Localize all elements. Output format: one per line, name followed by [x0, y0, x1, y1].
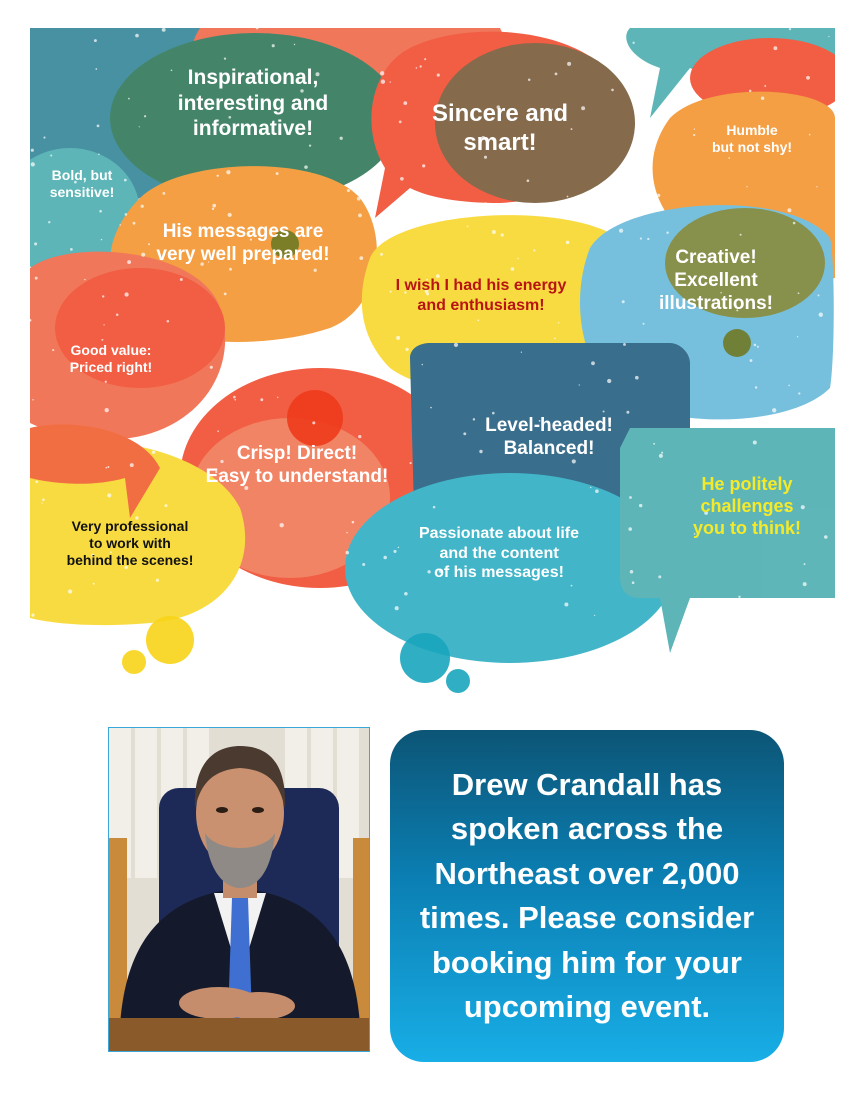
speckle	[35, 480, 38, 483]
speckle	[400, 177, 404, 181]
speckle	[130, 463, 134, 467]
speckle	[107, 466, 109, 468]
testimonial-line: Creative!	[675, 247, 757, 268]
speckle	[97, 125, 100, 128]
speckle	[750, 359, 753, 362]
speckle	[277, 397, 278, 398]
speckle	[749, 90, 752, 93]
speckle	[48, 221, 50, 223]
speckle	[362, 563, 365, 566]
speckle	[381, 80, 385, 84]
speckle	[358, 213, 362, 217]
testimonial-line: illustrations!	[658, 293, 774, 315]
speckle	[31, 614, 34, 617]
speckle	[647, 238, 649, 240]
speckle	[309, 144, 311, 146]
speckle	[603, 410, 605, 412]
speckle	[754, 344, 757, 347]
speckle	[591, 361, 595, 365]
trail-bubble-teal-1	[400, 633, 450, 683]
speckle	[819, 313, 823, 317]
speckle	[416, 67, 418, 69]
speckle	[618, 186, 622, 190]
trail-bubble-yellow-1	[146, 616, 194, 664]
speckle	[404, 592, 408, 596]
speckle	[637, 152, 639, 154]
speckle	[630, 570, 634, 574]
speckle	[358, 435, 361, 438]
speckle	[452, 216, 453, 217]
speckle	[148, 243, 150, 245]
speckle	[420, 195, 421, 196]
speckle	[773, 46, 777, 50]
speckle	[217, 175, 219, 177]
speckle	[657, 194, 660, 197]
speckle	[798, 392, 800, 394]
speckle	[346, 551, 350, 555]
testimonial-line: you to think!	[693, 517, 801, 538]
speckle	[135, 34, 139, 38]
speckle	[280, 523, 284, 527]
speckle	[467, 225, 469, 227]
speckle	[224, 57, 226, 59]
speckle	[403, 101, 407, 105]
speckle	[571, 128, 573, 130]
speckle	[99, 210, 102, 213]
speckle	[380, 253, 383, 256]
testimonial-line: very well prepared!	[156, 244, 330, 266]
speckle	[806, 76, 810, 80]
speckle	[619, 229, 623, 233]
speckle	[437, 74, 440, 77]
speckle	[212, 204, 216, 208]
speckle	[579, 384, 580, 385]
speckle	[803, 582, 807, 586]
speckle	[124, 179, 127, 182]
speckle	[156, 579, 159, 582]
speckle	[399, 121, 402, 124]
promo-text	[407, 763, 767, 1030]
speckle	[101, 239, 102, 240]
speckle	[116, 314, 119, 317]
speckle	[95, 68, 97, 70]
testimonial-line: He politely	[701, 474, 793, 494]
speckle	[571, 585, 573, 587]
speckle	[609, 219, 610, 220]
speckle	[31, 149, 34, 152]
speckle	[566, 241, 570, 245]
speckle	[772, 408, 776, 412]
testimonial-line: of his messages!	[434, 564, 564, 582]
speckle	[107, 493, 111, 497]
speckle	[105, 467, 107, 469]
testimonial-line: Humble	[726, 122, 778, 138]
testimonial-line: I wish I had his energy	[395, 277, 567, 294]
speckle	[433, 506, 436, 509]
speckle	[272, 44, 275, 47]
speckle	[210, 366, 213, 369]
speckle	[639, 504, 642, 507]
testimonial-line: Excellent	[674, 270, 758, 292]
speckle	[738, 596, 740, 598]
testimonial-line: Balanced!	[503, 438, 595, 460]
speckle	[70, 248, 73, 251]
speckle	[103, 324, 104, 325]
speckle	[68, 589, 72, 593]
speckle	[297, 360, 300, 363]
speckle	[217, 430, 219, 432]
speckle	[102, 295, 104, 297]
speckle	[346, 532, 348, 534]
speckle	[180, 278, 183, 281]
speaker-photo	[108, 727, 370, 1052]
speckle	[141, 253, 145, 257]
speckle	[479, 450, 482, 453]
speckle	[420, 65, 422, 67]
speckle	[42, 498, 45, 501]
testimonial-bold	[50, 167, 115, 201]
speckle	[34, 242, 37, 245]
testimonial-line: Priced right!	[69, 359, 153, 376]
speckle	[105, 381, 107, 383]
speckle	[361, 325, 364, 328]
speckle	[590, 487, 591, 488]
testimonial-professional	[67, 518, 194, 569]
speckle	[163, 192, 166, 195]
speckle	[405, 348, 408, 351]
speckle	[635, 376, 639, 380]
speckle	[527, 179, 530, 182]
testimonial-line: Good value:	[70, 342, 152, 358]
speckle	[98, 153, 100, 155]
speckle	[761, 97, 764, 100]
speckle	[787, 208, 791, 212]
speckle	[634, 67, 636, 69]
speckle	[554, 338, 556, 340]
speckle	[798, 292, 800, 294]
speckle	[463, 432, 466, 435]
speckle	[694, 129, 695, 130]
speckle	[380, 71, 384, 75]
speckle	[740, 234, 742, 236]
speckle	[659, 622, 661, 624]
speckle	[595, 489, 599, 493]
speckle	[501, 233, 504, 236]
speckle	[50, 154, 52, 156]
speckle	[398, 547, 400, 549]
speckle	[746, 186, 747, 187]
speckle	[395, 606, 399, 610]
speckle	[422, 164, 425, 167]
speckle	[167, 320, 170, 323]
speckle	[31, 162, 35, 166]
speckle	[632, 42, 634, 44]
testimonial-line: and enthusiasm!	[417, 296, 545, 314]
testimonial-value	[70, 342, 152, 376]
speckle	[294, 44, 295, 45]
promo-line: spoken across the	[450, 811, 724, 846]
speckle	[164, 504, 167, 507]
speckle	[276, 172, 279, 175]
speckle	[383, 556, 387, 560]
speckle	[528, 79, 531, 82]
testimonial-passionate	[419, 524, 579, 583]
testimonial-line: Crisp! Direct!	[236, 443, 358, 464]
speckle	[93, 583, 95, 585]
speaker-portrait-illustration	[109, 728, 370, 1052]
speckle	[801, 505, 805, 509]
speckle	[622, 300, 625, 303]
trail-bubble-olive-2	[723, 329, 751, 357]
testimonial-line: Passionate about life	[418, 525, 580, 542]
speckle	[390, 291, 392, 293]
speckle	[141, 205, 144, 208]
speckle	[659, 454, 663, 458]
testimonial-line: informative!	[192, 117, 314, 141]
speckle	[666, 231, 668, 233]
speckle	[789, 28, 791, 30]
speckle	[797, 336, 798, 337]
speckle	[757, 346, 759, 348]
speckle	[312, 421, 315, 424]
speckle	[809, 134, 811, 136]
testimonial-humble	[712, 122, 792, 156]
speckle	[124, 292, 128, 296]
speckle	[125, 213, 128, 216]
trail-bubble-teal-2	[446, 669, 470, 693]
speckle	[357, 197, 361, 201]
speckle	[171, 69, 173, 71]
testimonial-creative	[659, 246, 773, 316]
speckle	[260, 398, 263, 401]
speckle	[309, 340, 311, 342]
speckle	[653, 443, 655, 445]
speckle	[84, 279, 86, 281]
speckle	[228, 213, 232, 217]
speckle	[105, 408, 109, 412]
speckle	[828, 36, 829, 37]
speckle	[359, 256, 363, 260]
speckle	[485, 202, 487, 204]
speckle	[755, 386, 757, 388]
speckle	[101, 339, 103, 341]
testimonial-line: sensitive!	[49, 184, 115, 201]
speckle	[226, 170, 230, 174]
speckle	[224, 292, 227, 295]
speckle	[567, 196, 569, 198]
speckle	[314, 269, 317, 272]
speckle	[43, 137, 45, 139]
testimonial-line: interesting and	[177, 91, 329, 115]
speckle	[454, 343, 458, 347]
speckle	[623, 343, 626, 346]
promo-line: booking him for your	[432, 944, 742, 980]
testimonial-line: Bold, but	[51, 167, 113, 183]
testimonial-line: but not shy!	[711, 139, 793, 156]
speckle	[212, 208, 214, 210]
speckle	[607, 379, 611, 383]
speckle	[824, 535, 828, 539]
speckle	[511, 267, 515, 271]
speckle	[127, 260, 131, 264]
speckle	[643, 323, 645, 325]
promo-box	[390, 730, 784, 1062]
testimonial-line: Sincere and	[431, 100, 569, 127]
testimonial-line: to work with	[89, 535, 171, 552]
testimonial-line: Very professional	[71, 518, 189, 534]
testimonial-polite	[693, 474, 801, 540]
speckle	[558, 322, 560, 324]
speckle	[820, 407, 824, 411]
speckle	[634, 84, 636, 86]
speckle	[304, 165, 308, 169]
speckle	[818, 294, 820, 296]
speckle	[629, 496, 632, 499]
speckle	[52, 349, 54, 351]
speckle	[404, 201, 408, 205]
testimonial-line: and the content	[439, 544, 559, 562]
speckle	[724, 420, 725, 421]
speckle	[626, 411, 629, 414]
speckle	[128, 98, 130, 100]
speckle	[564, 603, 568, 607]
speckle	[567, 62, 571, 66]
speckle	[816, 186, 817, 187]
speckle	[42, 502, 43, 503]
testimonial-energy	[396, 276, 567, 315]
speckle	[611, 89, 614, 92]
testimonial-prepared	[156, 220, 329, 266]
testimonial-line: Inspirational,	[187, 66, 319, 89]
speckle	[229, 268, 232, 271]
speckle	[669, 108, 671, 110]
promo-line: times. Please consider	[419, 900, 755, 935]
testimonial-crisp	[206, 442, 389, 488]
speckle	[581, 106, 585, 110]
speckle	[430, 407, 432, 409]
speckle	[152, 450, 155, 453]
speckle	[628, 527, 632, 531]
speckle	[347, 189, 350, 192]
speckle	[594, 615, 595, 616]
speckle	[340, 137, 343, 140]
promo-line: Northeast over 2,000	[434, 855, 740, 891]
speckle	[424, 58, 426, 60]
speckle	[396, 336, 400, 340]
testimonial-line: Level-headed!	[485, 415, 613, 436]
speckle	[728, 157, 730, 159]
speckle	[517, 258, 518, 259]
speckle	[640, 238, 642, 240]
promo-line: Drew Crandall has	[451, 766, 723, 802]
bubble-teal-polite	[620, 428, 835, 653]
promo-line: upcoming event.	[463, 989, 711, 1024]
speckle	[390, 81, 391, 82]
trail-bubble-yellow-2	[122, 650, 146, 674]
speckle	[234, 399, 236, 401]
speckle	[139, 126, 140, 127]
speckle	[658, 575, 661, 578]
testimonial-line: His messages are	[162, 221, 324, 242]
testimonial-level	[485, 414, 613, 460]
speckle	[701, 599, 704, 602]
speckle	[35, 277, 38, 280]
speckle	[352, 521, 355, 524]
speckle	[133, 222, 136, 225]
testimonial-sincere	[432, 99, 568, 158]
speckle	[473, 418, 475, 420]
speckle	[306, 613, 310, 617]
speckle	[393, 550, 396, 553]
speckle	[788, 385, 790, 387]
speckle	[477, 320, 479, 322]
testimonial-inspirational	[178, 65, 329, 142]
speckle	[533, 249, 535, 251]
speckle	[822, 422, 824, 424]
speckle	[764, 85, 766, 87]
speckle	[492, 230, 496, 234]
speckle	[521, 352, 522, 353]
speckle	[410, 462, 412, 464]
speckle	[661, 452, 663, 454]
trail-bubble-red	[287, 390, 343, 446]
testimonial-line: smart!	[463, 129, 537, 157]
speckle	[793, 222, 796, 225]
speckle	[753, 441, 757, 445]
speckle	[693, 134, 695, 136]
testimonial-line: challenges	[700, 495, 794, 516]
speckle	[162, 28, 166, 32]
speckle	[169, 431, 171, 433]
testimonial-line: behind the scenes!	[66, 552, 194, 569]
speckle	[119, 224, 121, 226]
speckle	[32, 399, 34, 401]
testimonial-line: Easy to understand!	[205, 466, 389, 488]
speckle	[233, 396, 236, 399]
speckle	[144, 115, 146, 117]
speckle	[422, 364, 424, 366]
speckle	[632, 581, 635, 584]
speckle	[555, 73, 558, 76]
speckle	[804, 563, 806, 565]
speckle	[94, 39, 97, 42]
speckle	[477, 203, 481, 207]
